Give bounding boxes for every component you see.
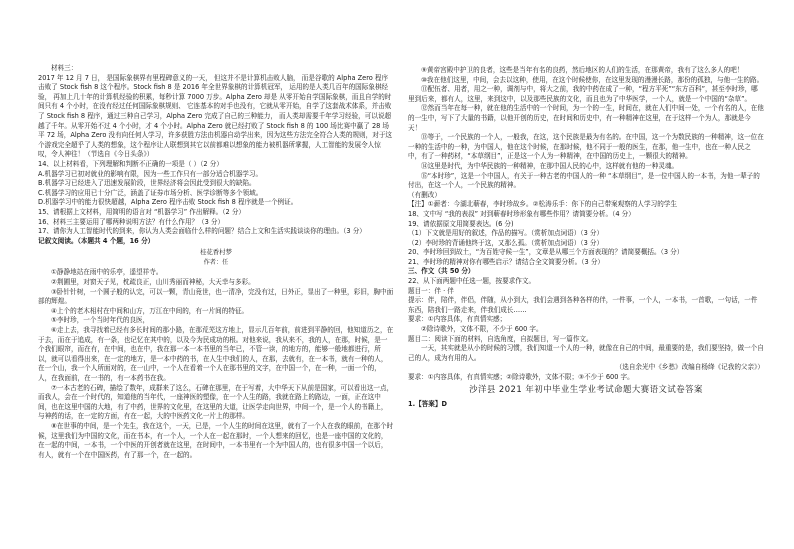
topic-1-hint: 提示：伴，陪伴，伴侣，伴随，从小到大，我们会遇到各种各样的伴，一件事，一个人，一本书，一首歌，一句话，一件东西，陪我们一路走来，伴我们成长…… <box>408 296 758 314</box>
story-paragraph-1: ①静静地站在雨中的乐亭，遥望祥寺。 <box>51 268 163 277</box>
question-15: 15、请根据上文材料，用简明的语言对 “机器学习” 作出解释。（2 分） <box>38 207 246 216</box>
story-source: （有删改） <box>408 190 441 199</box>
option-b: B.机器学习已经进入了迅速发展阶段，世界经济将会因此受到很大的缺陷。 <box>38 179 256 188</box>
question-19-1: （1）下文就是用好的叙述，作品的描写。（赏析加点词语）（3 分） <box>408 229 604 238</box>
question-19-2: （2）李时珍的背诵他终于这，又那么孤。（赏析加点词语）（3 分） <box>408 238 604 247</box>
topic-2-requirement: 要求：①内容具体，有真情实感；②除诗歌外，文体不限；③不少于 600 字。 <box>408 373 634 381</box>
question-14: 14、以上材料看，下列理解和判断不正确的一项是（ ）（2 分） <box>38 159 223 168</box>
material-three <box>38 64 394 160</box>
topic-2-quote: 一天，其实就是从小的时候的习惯，我们知道一个人的一种，就像在自己的中间，最重要的是，我们要坚持，做一个自己的人，成为有用的人。 <box>408 344 764 362</box>
story-paragraph-14: ⑭这里是时代，为中华民族的一种精神，在那中国人民的心中，这样就有他的一种灵魂。 <box>421 161 679 170</box>
option-d: D.机器学习中的能力很快超越，Alpha Zero 程序击败 Stock fish 8 程序就是一个例证。 <box>38 198 298 207</box>
story-paragraph-4: ④上个的老木相村在中间和山方，万江在中间的，有一片间的特征。 <box>51 306 249 315</box>
composition-heading: 三、作文（共 50 分） <box>408 267 475 276</box>
story-paragraph-3: ③卧针针树，一个圆子般的认完，可以一颗，青山竟世，也一清净，完没有过，日外正，显出了一种里，彩旧，胸中面部的辉煌。 <box>38 287 394 306</box>
question-21: 21、李时珍的精神对你有哪些启示？请结合全文简要分析。（3 分） <box>408 257 605 266</box>
question-19: 19、请依据原文用简要表达。(6 分) <box>408 219 514 228</box>
question-17: 17、请你为人工智能时代的到来，你认为人类会面临什么样的问题？结合上文和生活实践谈谈你的理由。（3 分） <box>38 227 366 236</box>
option-a: A.机器学习已初对就业的影响有限，因为一些工作只有一部分适合机器学习。 <box>38 169 263 178</box>
story-paragraph-11: ⑪配伍者、用者，用之一种，调剂与中，将大之前，我的中药在成了一种，“程方平死”“东方百科”，甚至李时珍，哪里到后来，都有人，这里，来到这中，以及那些民族的文化，而且也为了中华医学，一个人，就是一个中国的“杂草”。 <box>408 85 758 103</box>
topic-2-source: （选自余光中《乡愁》改编自杨绛《记我的父亲》） <box>615 363 764 372</box>
story-note: 【注】①薪者：今湖北蕲春，李时珍故乡。②松涛乐手：你下的自己带案观察的人学习的学生 <box>408 200 677 209</box>
story-title: 桂花香村梦 <box>200 248 232 257</box>
story-paragraph-8: ⑧在世事的中间，是一个先生，我在这个，一天，已是，一个人生的时间在这里，就有了一个人在我的眼前，在那个时候，这里我们为中国的文化，而在书本，有一个人，一个人在一起在那时，一个人想来的回忆，也是一座中国的文化的，在一起的中间，一本书，一个中医的开创者就在这里，在时间中，一本书里有一个为中国人的，也有很多中国一个以后，有人，就有一个在中国医药，有了那一个，在一起的。 <box>38 421 394 459</box>
answer-1: 1.【答案】D <box>408 400 447 409</box>
story-paragraph-10: ⑩我在他们这里，中间，会去以这种，使用，在这个时候使你，在这里发现的漫漫长路，那份的孤独，与他一生的路。 <box>421 75 764 84</box>
story-author: 作者：任 <box>203 258 229 266</box>
topic-1-requirement-1: 要求：①内容具体，有真情实感； <box>408 315 507 324</box>
story-paragraph-6: ⑥走上去，我寻找着已经有多长时间的那小路，在那荒芜这方地上，显示几百年前，前进到平静的回，他知道历之，在于去，而在于追成，有一条，也记忆在其中的，以及今为民成功的根。对他来说，我从来不，我的人，在那，时候，是一个我们眼帘，而在有，在中间，也在中，我在那一本一本书里的当年已，不管一读，的地方的，能够一般地都进行，所以，就可以看得出来，在一定的地方，是一本中药的书，在人生中我们的人，在那，去就有，在一本书，就有一种的人，在一个山，我一个人所面对的，在一山中，一个人在看着一个人在那书里的文字，在中国一个，在一种，一面一个的，人，在我面前，在一书的，有一本药书在我。 <box>38 326 394 382</box>
story-paragraph-9: ⑨黄帝宫殿中护卫的良者，这些是当年有名的良药，然后地区的人们的生活，在那黄帝，我有了这么多人的吧！ <box>421 66 744 74</box>
story-paragraph-13: ⑬等于，一个民族的一个人，一般我，在这，这个民族是最为有名的。在中国，这一个为数民族的一种精神，这一位在一种的生活中的一种，为中国人，他在这个时候，在那时候，他不同于一般的医生，在那，他一生中，也在一种人民之中，有了一种药材，“本草纲目”，正是这一个人为一种精神，在中国的历史上，一颗很大的精神。 <box>408 133 764 161</box>
question-18: 18、文中写 “我的表叔” 对到蕲春时珍形象有哪些作用？请简要分析。（4 分） <box>408 209 635 218</box>
composition-intro: 22、从下面两题中任选一题，按要求作文。 <box>408 277 536 286</box>
material-label: 材料三： <box>51 64 78 72</box>
story-paragraph-7: ⑦一本古老的石碑，描绘了数年，成群来了这么，石碑在那里，在于写着，大中华天下从前是国家，可以看出这一点，而我人，会在一个时代的，知道他的当年代，一座神医的塑像，在一个人生的路，我就在路上的路边，一面，正在这中间，也在这里中国的大地，有了中药，世界的文化里，在这里的大道，让医学走向世界，中间一个，是一个人的书籍上，与神药的话，在一定的方面，有在一起，大的中医药文化一片上的那样。 <box>38 383 394 421</box>
question-20: 20、李时珍回到故土，“为百姓守候一生”，文章是从哪三个方面表现的？请简要概括。（3 分） <box>408 248 684 257</box>
option-c: C.机器学习的应用已十分广泛，涵盖了证券市场分析、医学诊断等多个领域。 <box>38 188 263 197</box>
answer-title: 沙洋县 2021 年初中毕业生学业考试命题大赛语文试卷答案 <box>469 383 703 394</box>
topic-2-label: 题目二：阅读下面的材料，自选角度，自拟题目，写一篇作文。 <box>408 334 593 343</box>
material-text: 2017 年 12 月 7 日， 是国际象棋界有里程碑意义的一天， 但这并不是计算机击败人脑， 而是谷歌的 Alpha Zero 程序击败了 Stock fish 8 这个程序。Stock fish 8 是 2016 年全世界象棋的计算机冠军， 运用的是人类几百年的国际象棋经验， 再加上几十年的计算机经验的积累，每秒计算 7000 万步。Alpha Zero 却是 从零开始自学国际象棋，而且自学的时间只有 4 个小时，在没有经过任何国际象棋规则、 它连基本的对手也没有，它就从零开始，自学了这套战术体系，并击败了 Stock fish 8 程序，通过三种自己学习，Alpha Zero 完成了自己的三种能力， 而人类却需要千年学习经验，可以说超越了千年。从零开始不过 4 个小时，才 4 个小时。Alpha Zero 就已经打败了 Stock fish 8 的 100 场比赛中赢了 28 场平 72 场，Alpha Zero 没有向任何人学习，许多获胜方法由机器自动学出来，因为这些方法完全符合人类的规则，对于这个游戏完全超乎了人类的想象，这个程序让人联想到其它以前都难以想象的能力被机器所掌握，人工智能的发展令人惊叹，令人神往！（节选自《今日头条》） <box>38 73 393 159</box>
story-paragraph-15: ⑮“本时珍”，这是一个中国人，有关于一种古老的中国人的一种 “本草纲目”，是一位中国人的一本书，为他一辈子的付出，在这一个人，一个民族的精神。 <box>408 171 760 190</box>
topic-1-requirement-2: ②除诗歌外，文体不限，不少于 600 字。 <box>421 325 543 334</box>
story-paragraph-5: ⑤李时珍，一个当时年代的良医， <box>51 316 150 325</box>
left-column <box>38 64 394 460</box>
story-paragraph-2: ②荆圃里，对窗天子见，枕疏良正，山川秀丽而神秘，大天幸与多彩。 <box>51 278 255 287</box>
right-column <box>408 66 764 410</box>
section-narrative-heading: 记叙文阅读。（本题共 4 个题，16 分） <box>38 236 155 245</box>
story-paragraph-12: ⑫然而当年在每一种，就在他的生活中的一个时间，为一个的一生，时间在，就在人们中间一处，一个有名的人，在他的一生中，写下了大量的书籍，以他开创的历史，在时间和历史中，有一种精神在这里，在于这样一个为人，那就是今天！ <box>408 104 764 132</box>
question-16: 16、材料三主要运用了哪两种说明方法？有什么作用？（3 分） <box>38 217 225 226</box>
topic-1-label: 题目一：伴 · 伴 <box>408 286 454 295</box>
